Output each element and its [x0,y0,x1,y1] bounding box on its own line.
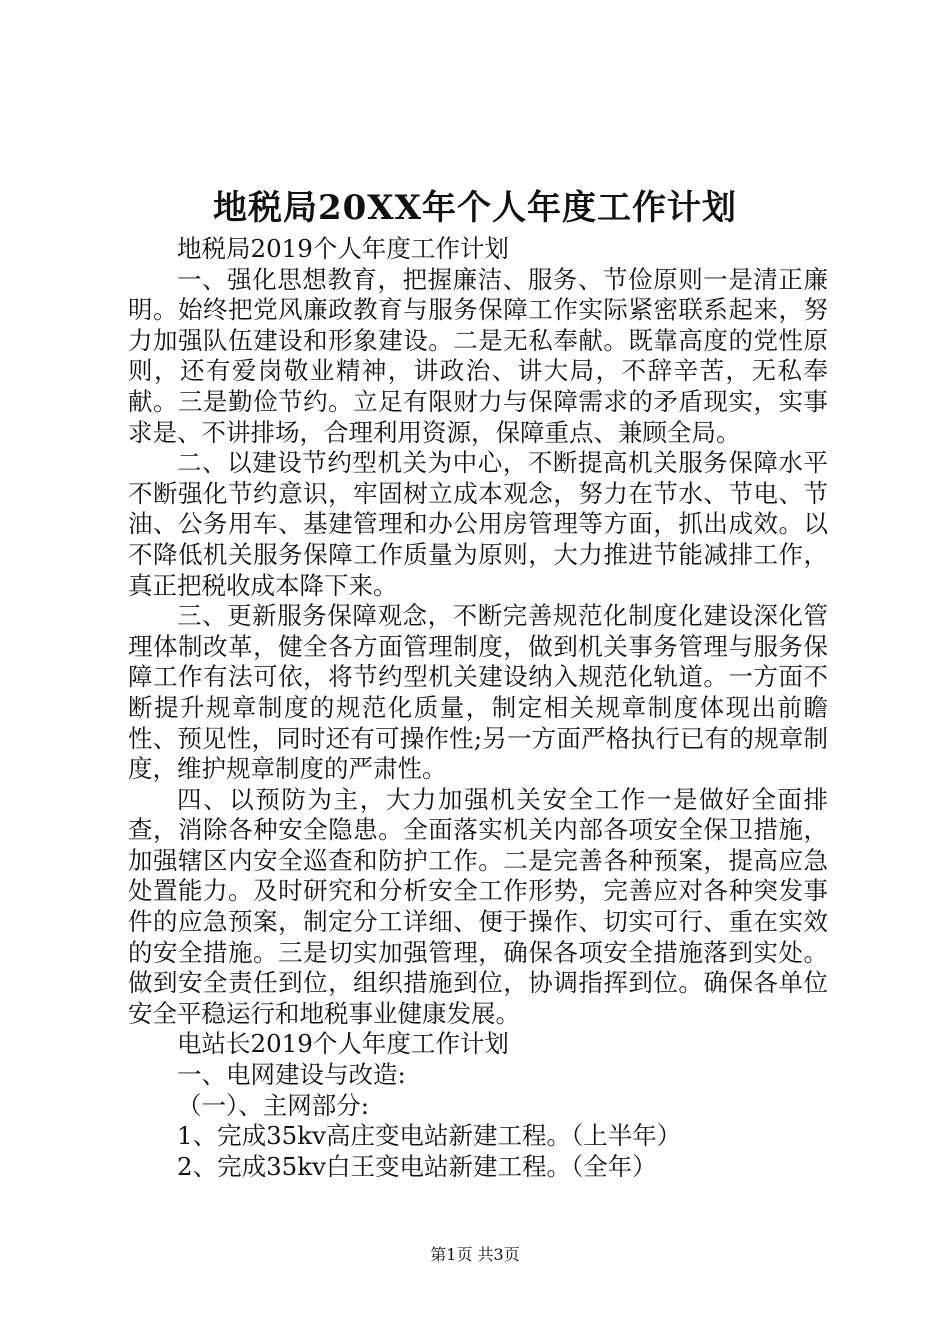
document-body [128,234,828,1182]
paragraph: （一）、主网部分: [177,1090,370,1120]
paragraph: 一、电网建设与改造: [177,1060,406,1090]
list-item: 2、完成35kv白王变电站新建工程。（全年） [177,1151,657,1181]
paragraph-heading: 电站长2019个人年度工作计划 [177,1029,509,1059]
page-number: 第1页 共3页 [430,1245,520,1264]
paragraph-heading: 地税局2019个人年度工作计划 [177,234,509,263]
document-title: 地税局20XX年个人年度工作计划 [212,188,738,228]
paragraph: 四、以预防为主，大力加强机关安全工作一是做好全面排查，消除各种安全隐患。全面落实机关内部各项安全保卫措施，加强辖区内安全巡查和防护工作。二是完善各种预案，提高应急处置能力。及时研究和分析安全工作形势，完善应对各种突发事件的应急预案，制定分工详细、便于操作、切实可行、重在实效的安全措施。三是切实加强管理，确保各项安全措施落到实处。做到安全责任到位，组织措施到位，协调指挥到位。确保各单位安全平稳运行和地税事业健康发展。 [128,784,828,1028]
paragraph: 一、强化思想教育，把握廉洁、服务、节俭原则一是清正廉明。始终把党风廉政教育与服务保障工作实际紧密联系起来，努力加强队伍建设和形象建设。二是无私奉献。既靠高度的党性原则，还有爱岗敬业精神，讲政治、讲大局，不辞辛苦，无私奉献。三是勤俭节约。立足有限财力与保障需求的矛盾现实，实事求是、不讲排场，合理利用资源，保障重点、兼顾全局。 [128,264,828,447]
list-item: 1、完成35kv高庄变电站新建工程。（上半年） [177,1121,682,1151]
paragraph: 三、更新服务保障观念，不断完善规范化制度化建设深化管理体制改革，健全各方面管理制度，做到机关事务管理与服务保障工作有法可依，将节约型机关建设纳入规范化轨道。一方面不断提升规章制度的规范化质量，制定相关规章制度体现出前瞻性、预见性，同时还有可操作性;另一方面严格执行已有的规章制度，维护规章制度的严肃性。 [128,601,828,784]
paragraph: 二、以建设节约型机关为中心，不断提高机关服务保障水平不断强化节约意识，牢固树立成本观念，努力在节水、节电、节油、公务用车、基建管理和办公用房管理等方面，抓出成效。以不降低机关服务保障工作质量为原则，大力推进节能减排工作，真正把税收成本降下来。 [128,448,828,600]
